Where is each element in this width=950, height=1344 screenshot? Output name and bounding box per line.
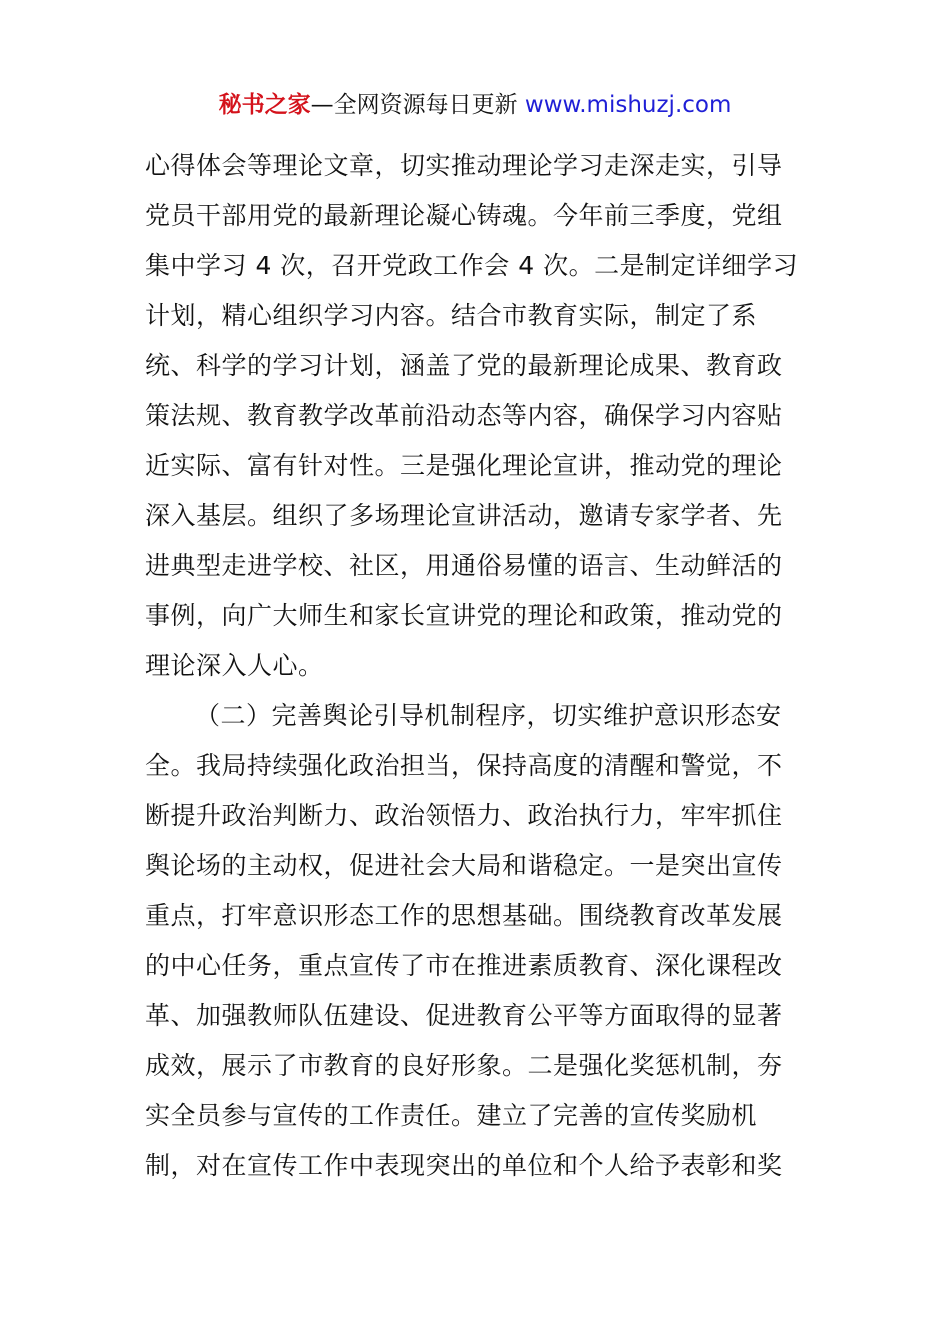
site-url-link[interactable]: www.mishuzj.com (524, 92, 732, 118)
text-line: 成效，展示了市教育的良好形象。二是强化奖惩机制，夯 (145, 1051, 783, 1080)
site-header (0, 88, 950, 122)
text-line: 统、科学的学习计划，涵盖了党的最新理论成果、教育政 (145, 351, 783, 380)
text-line: 集中学习 4 次，召开党政工作会 4 次。二是制定详细学习 (145, 251, 799, 280)
text-line: 革、加强教师队伍建设、促进教育公平等方面取得的显著 (145, 1001, 783, 1030)
text-line: 断提升政治判断力、政治领悟力、政治执行力，牢牢抓住 (145, 801, 783, 830)
text-line: 理论深入人心。 (145, 651, 324, 680)
text-line: 进典型走进学校、社区，用通俗易懂的语言、生动鲜活的 (145, 551, 783, 580)
text-line: 深入基层。组织了多场理论宣讲活动，邀请专家学者、先 (145, 501, 783, 530)
text-line: 策法规、教育教学改革前沿动态等内容，确保学习内容贴 (145, 401, 783, 430)
text-line: 近实际、富有针对性。三是强化理论宣讲，推动党的理论 (145, 451, 783, 480)
text-line: 的中心任务，重点宣传了市在推进素质教育、深化课程改 (145, 951, 783, 980)
text-line: 计划，精心组织学习内容。结合市教育实际，制定了系 (145, 301, 758, 330)
text-line: 制，对在宣传工作中表现突出的单位和个人给予表彰和奖 (145, 1151, 783, 1180)
text-line: 事例，向广大师生和家长宣讲党的理论和政策，推动党的 (145, 601, 783, 630)
text-line: 舆论场的主动权，促进社会大局和谐稳定。一是突出宣传 (145, 851, 783, 880)
text-line: 党员干部用党的最新理论凝心铸魂。今年前三季度，党组 (145, 201, 783, 230)
text-line: 全。我局持续强化政治担当，保持高度的清醒和警觉，不 (145, 751, 783, 780)
section-heading-line: （二）完善舆论引导机制程序，切实维护意识形态安 (195, 701, 782, 730)
text-line: 实全员参与宣传的工作责任。建立了完善的宣传奖励机 (145, 1101, 758, 1130)
header-tagline: —全网资源每日更新 (310, 92, 525, 118)
text-line: 心得体会等理论文章，切实推动理论学习走深走实，引导 (145, 151, 783, 180)
text-line: 重点，打牢意识形态工作的思想基础。围绕教育改革发展 (145, 901, 783, 930)
brand-name: 秘书之家 (218, 92, 311, 118)
